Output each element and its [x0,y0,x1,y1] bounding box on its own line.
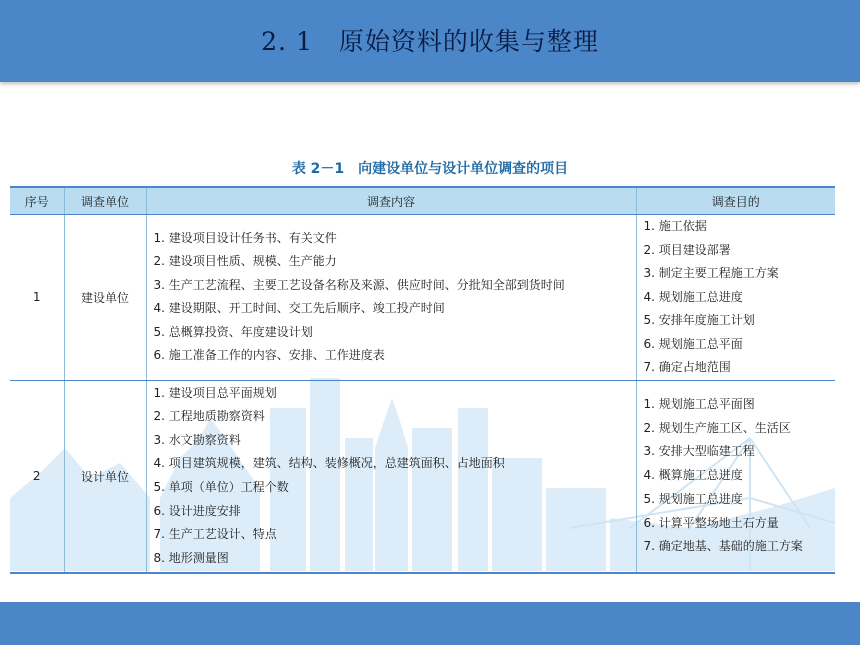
purpose-item: 5. 规划施工总进度 [643,491,743,506]
table-caption: 表 2－1 向建设单位与设计单位调查的项目 [291,161,569,177]
row-unit: 建设单位 [64,215,146,381]
content-item: 2. 建设项目性质、规模、生产能力 [153,254,337,269]
purpose-item: 3. 安排大型临建工程 [643,444,755,459]
content-item: 5. 总概算投资、年度建设计划 [153,324,313,339]
content-item: 6. 施工准备工作的内容、安排、工作进度表 [153,348,385,363]
purpose-item: 2. 项目建设部署 [643,242,731,257]
row-purpose-cell [636,380,835,573]
header-content: 调查内容 [146,187,636,215]
header-no: 序号 [10,187,64,215]
purpose-item: 1. 规划施工总平面图 [643,396,755,411]
header-purpose: 调查目的 [636,187,835,215]
header-unit: 调查单位 [64,187,146,215]
content-item: 3. 水文勘察资料 [153,432,241,447]
purpose-item: 5. 安排年度施工计划 [643,313,755,327]
purpose-item: 6. 计算平整场地土石方量 [643,515,779,530]
purpose-item: 1. 施工依据 [643,219,707,233]
row-content-cell [146,380,636,573]
table-row [10,215,835,381]
row-unit: 设计单位 [64,380,146,573]
table-row [10,380,835,573]
content-item: 1. 建设项目总平面规划 [153,385,277,400]
content-item: 6. 设计进度安排 [153,503,241,518]
content-item: 3. 生产工艺流程、主要工艺设备名称及来源、供应时间、分批知全部到货时间 [153,277,565,292]
title-bar [0,0,860,82]
row-content-cell [146,215,636,381]
survey-items-table [10,186,835,574]
purpose-item: 6. 规划施工总平面 [643,336,743,351]
row-purpose-cell [636,215,835,381]
content-item: 1. 建设项目设计任务书、有关文件 [153,230,337,245]
content-item: 4. 项目建筑规模，建筑、结构、装修概况，总建筑面积、占地面积 [153,456,505,471]
row-number: 1 [10,215,64,381]
content-item: 4. 建设期限、开工时间、交工先后顺序、竣工投产时间 [153,301,445,316]
content-item: 2. 工程地质勘察资料 [153,409,265,424]
content-item: 7. 生产工艺设计、特点 [153,527,277,542]
content-item: 5. 单项（单位）工程个数 [153,480,289,494]
purpose-item: 7. 确定占地范围 [643,360,731,374]
purpose-item: 4. 规划施工总进度 [643,289,743,304]
purpose-item: 2. 规划生产施工区、生活区 [643,420,791,435]
purpose-item: 3. 制定主要工程施工方案 [643,266,779,280]
table-header-row [10,187,835,215]
slide-title: 2. 1 原始资料的收集与整理 [261,27,599,56]
purpose-item: 4. 概算施工总进度 [643,468,743,483]
footer-bar [0,602,860,645]
row-number: 2 [10,380,64,573]
purpose-item: 7. 确定地基、基础的施工方案 [643,539,803,554]
content-item: 8. 地形测量图 [153,550,229,565]
